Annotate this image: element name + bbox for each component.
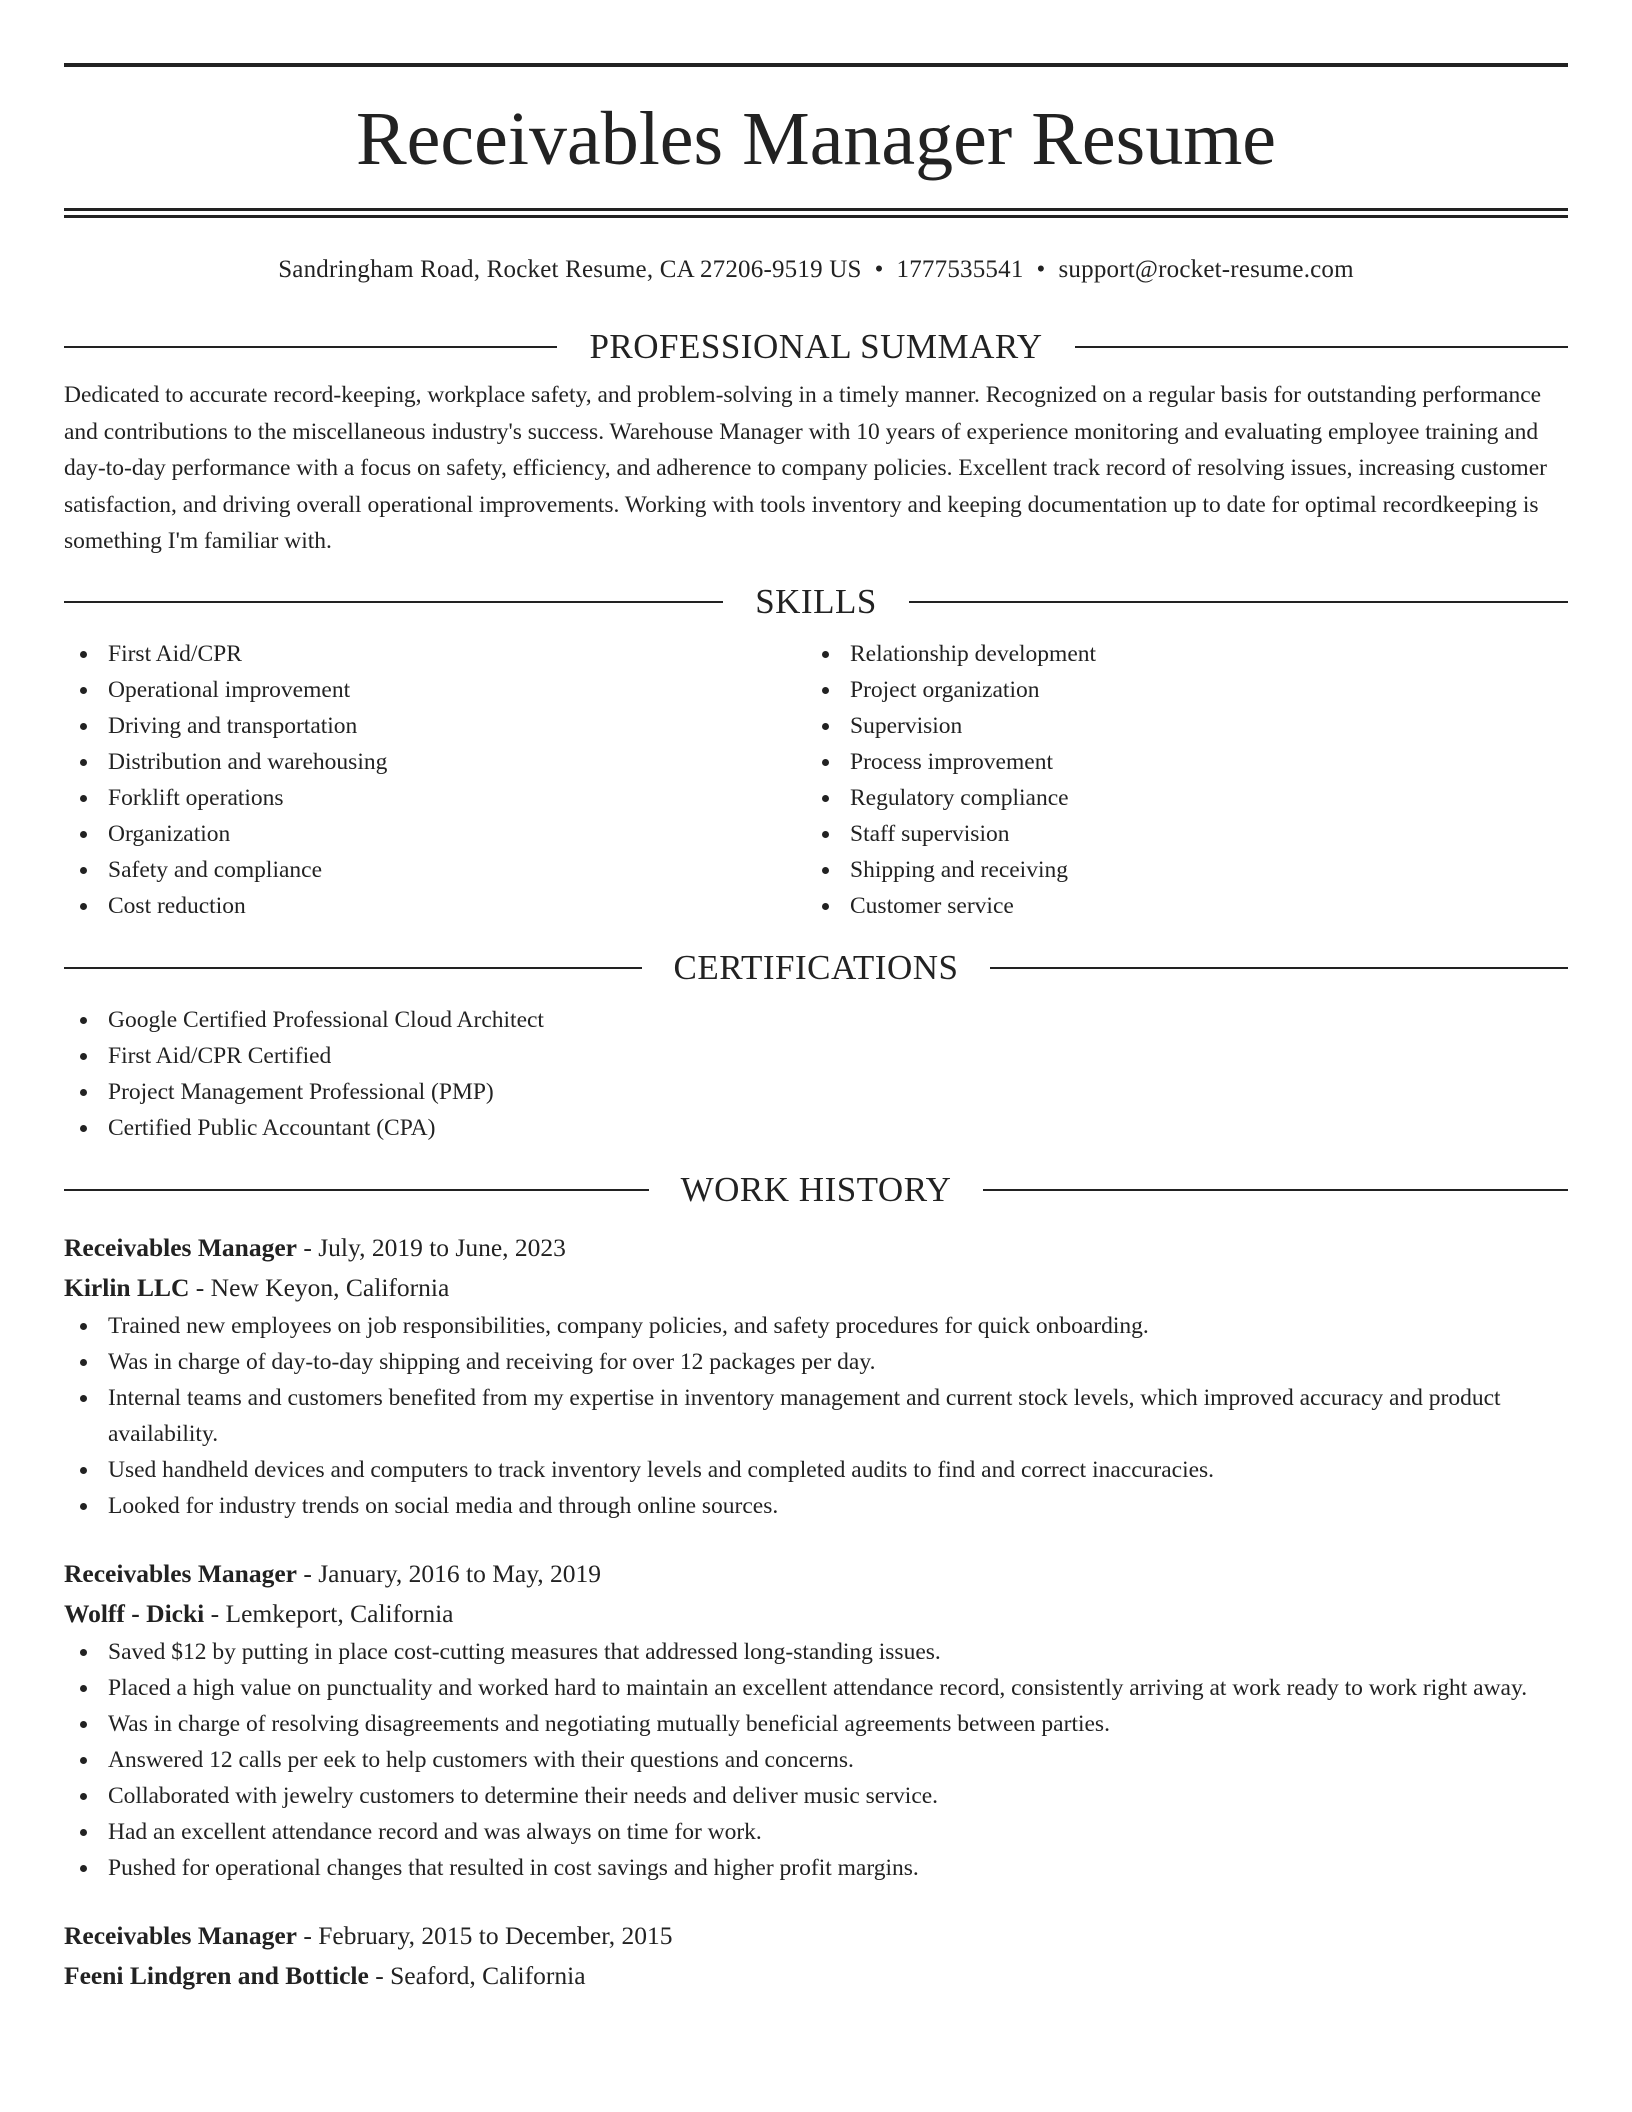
section-title: CERTIFICATIONS: [673, 947, 959, 987]
skills-columns: [64, 636, 1568, 924]
heading-rule: [64, 601, 723, 603]
heading-rule: [64, 967, 642, 969]
skills-list-left: [64, 636, 806, 924]
heading-rule: [909, 601, 1568, 603]
job-entry: [64, 1554, 1568, 1886]
job-duty-item: Collaborated with jewelry customers to determine their needs and deliver music service.: [64, 1778, 1568, 1814]
job-company: Feeni Lindgren and Botticle: [64, 1960, 369, 1990]
skill-item: Process improvement: [806, 744, 1548, 780]
job-dates: - July, 2019 to June, 2023: [296, 1232, 566, 1262]
job-duty-item: Looked for industry trends on social media and through online sources.: [64, 1488, 1568, 1524]
heading-rule: [983, 1189, 1568, 1191]
job-duty-item: Trained new employees on job responsibilities, company policies, and safety procedures for quick onboarding.: [64, 1308, 1568, 1344]
job-duty-item: Answered 12 calls per eek to help customers with their questions and concerns.: [64, 1742, 1568, 1778]
summary-heading: [64, 325, 1568, 369]
section-title: SKILLS: [755, 581, 877, 621]
skill-item: Forklift operations: [64, 780, 806, 816]
job-duty-item: Had an excellent attendance record and was always on time for work.: [64, 1814, 1568, 1850]
resume-title: Receivables Manager Resume: [355, 97, 1277, 181]
job-duties-list: [64, 1634, 1568, 1886]
title-double-rule: [64, 208, 1568, 218]
contact-separator: •: [1036, 256, 1046, 283]
contact-line: [64, 255, 1568, 285]
job-location: - Seaford, California: [368, 1960, 586, 1990]
skill-item: Staff supervision: [806, 816, 1548, 852]
certification-item: Certified Public Accountant (CPA): [64, 1110, 1568, 1146]
resume-page: [64, 0, 1568, 1996]
job-duty-item: Internal teams and customers benefited from my expertise in inventory management and current stock levels, which improved accuracy and product availability.: [64, 1380, 1568, 1452]
job-duty-item: Was in charge of resolving disagreements and negotiating mutually beneficial agreements between parties.: [64, 1706, 1568, 1742]
job-title: Receivables Manager: [64, 1558, 297, 1588]
skill-item: Regulatory compliance: [806, 780, 1548, 816]
skill-item: Driving and transportation: [64, 708, 806, 744]
job-location: - New Keyon, California: [189, 1272, 450, 1302]
job-title: Receivables Manager: [64, 1920, 297, 1950]
heading-rule: [1075, 346, 1568, 348]
job-duty-item: Pushed for operational changes that resulted in cost savings and higher profit margins.: [64, 1850, 1568, 1886]
section-title: PROFESSIONAL SUMMARY: [589, 327, 1043, 366]
skill-item: Cost reduction: [64, 888, 806, 924]
skill-item: Customer service: [806, 888, 1548, 924]
skills-heading: [64, 580, 1568, 624]
skill-item: Operational improvement: [64, 672, 806, 708]
contact-address: Sandringham Road, Rocket Resume, CA 27206-9519 US: [278, 256, 862, 283]
skill-item: Project organization: [806, 672, 1548, 708]
certification-item: First Aid/CPR Certified: [64, 1038, 1568, 1074]
heading-rule: [64, 1189, 649, 1191]
job-entry: [64, 1916, 1568, 1996]
job-location: - Lemkeport, California: [204, 1598, 454, 1628]
skill-item: Shipping and receiving: [806, 852, 1548, 888]
work-history-heading: [64, 1168, 1568, 1212]
contact-email: support@rocket-resume.com: [1058, 256, 1354, 283]
contact-separator: •: [874, 256, 884, 283]
job-duties-list: [64, 1308, 1568, 1524]
job-dates: - January, 2016 to May, 2019: [296, 1558, 602, 1588]
skills-list-right: [806, 636, 1548, 924]
certifications-heading: [64, 946, 1568, 990]
job-title-line: [64, 1228, 1568, 1268]
certifications-list: [64, 1002, 1568, 1146]
job-duty-item: Placed a high value on punctuality and worked hard to maintain an excellent attendance record, consistently arriving at work ready to work right away.: [64, 1670, 1568, 1706]
top-rule: [64, 63, 1568, 67]
heading-rule: [64, 346, 557, 348]
job-duty-item: Used handheld devices and computers to track inventory levels and completed audits to find and correct inaccuracies.: [64, 1452, 1568, 1488]
certification-item: Project Management Professional (PMP): [64, 1074, 1568, 1110]
section-title: WORK HISTORY: [680, 1169, 952, 1209]
job-company-line: [64, 1268, 1568, 1308]
skill-item: Organization: [64, 816, 806, 852]
heading-rule: [990, 967, 1568, 969]
job-duty-item: Was in charge of day-to-day shipping and receiving for over 12 packages per day.: [64, 1344, 1568, 1380]
certification-item: Google Certified Professional Cloud Architect: [64, 1002, 1568, 1038]
skill-item: Supervision: [806, 708, 1548, 744]
job-title: Receivables Manager: [64, 1232, 297, 1262]
job-company: Wolff - Dicki: [64, 1598, 205, 1628]
job-company-line: [64, 1594, 1568, 1634]
skill-item: Relationship development: [806, 636, 1548, 672]
skills-column-left: [64, 636, 806, 924]
skill-item: First Aid/CPR: [64, 636, 806, 672]
job-entry: [64, 1228, 1568, 1524]
skills-column-right: [806, 636, 1548, 924]
job-title-line: [64, 1916, 1568, 1956]
job-duty-item: Saved $12 by putting in place cost-cutting measures that addressed long-standing issues.: [64, 1634, 1568, 1670]
job-dates: - February, 2015 to December, 2015: [296, 1920, 673, 1950]
job-company: Kirlin LLC: [64, 1272, 190, 1302]
summary-text: Dedicated to accurate record-keeping, workplace safety, and problem-solving in a timely manner. Recognized on a regular basis for outstanding performance and contributions to the miscellaneous industry's success. Warehouse Manager with 10 years of experience monitoring and evaluating employee training and day-to-day performance with a focus on safety, efficiency, and adherence to company policies. Excellent track record of resolving issues, increasing customer satisfaction, and driving overall operational improvements. Working with tools inventory and keeping documentation up to date for optimal recordkeeping is something I'm familiar with.: [64, 382, 1547, 554]
job-company-line: [64, 1956, 1568, 1996]
job-title-line: [64, 1554, 1568, 1594]
contact-phone: 1777535541: [896, 256, 1024, 283]
skill-item: Distribution and warehousing: [64, 744, 806, 780]
skill-item: Safety and compliance: [64, 852, 806, 888]
